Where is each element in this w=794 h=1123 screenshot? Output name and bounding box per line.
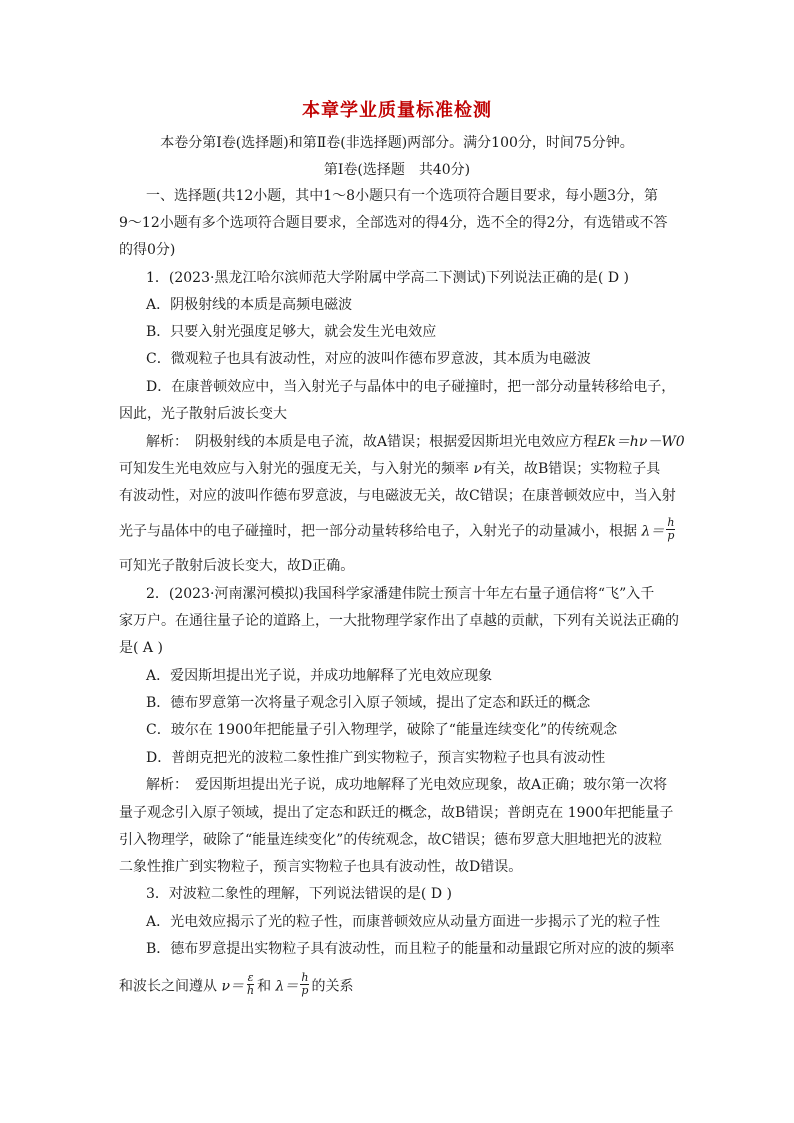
fraction-h-over-p [666,517,675,542]
instructions-line: 一、选择题(共12小题，其中1～8小题只有一个选项符合题目要求，每小题3分，第 [146,188,658,204]
analysis-text: 光子与晶体中的电子碰撞时，把一部分动量转移给电子，入射光子的动量减小，根据 [119,523,637,540]
question-1-analysis-line [146,432,685,452]
fraction-denominator: h [246,984,255,997]
question-2-analysis-line: 二象性推广到实物粒子，预言实物粒子也具有波动性，故D错误。 [119,859,523,875]
analysis-text: 解析： 阴极射线的本质是电子流，故A错误；根据爱因斯坦光电效应方程 [146,434,598,450]
instructions-line: 的得0分) [119,242,176,258]
question-2-stem: 2．(2023·河南漯河模拟)我国科学家潘建伟院士预言十年左右量子通信将“飞”入千 [146,586,655,602]
question-1-option-b: B．只要入射光强度足够大，就会发生光电效应 [146,324,437,340]
question-1-stem: 1．(2023·黑龙江哈尔滨师范大学附属中学高二下测试)下列说法正确的是( D ) [146,270,629,286]
fraction-numerator: h [667,516,675,529]
fraction-denominator: p [301,984,309,997]
question-2-option-d: D．普朗克把光的波粒二象性推广到实物粒子，预言实物粒子也具有波动性 [146,750,606,766]
fraction-epsilon-over-h [246,972,255,997]
question-1-option-a: A．阴极射线的本质是高频电磁波 [146,297,353,313]
instructions-line: 9～12小题有多个选项符合题目要求，全部选对的得4分，选不全的得2分，有选错或不答 [119,215,668,231]
photoelectric-equation: Ek＝hν－W0 [597,434,685,450]
question-2-analysis-line: 量子观念引入原子领域，提出了定态和跃迁的概念，故B错误；普朗克在 1900年把能量子 [119,805,674,821]
question-3-stem: 3．对波粒二象性的理解，下列说法错误的是( D ) [146,886,452,902]
fraction-denominator: p [667,529,675,542]
section-header: 第Ⅰ卷(选择题 共40分) [323,162,471,178]
fraction-numerator: ε [247,971,254,984]
q3-text: 的关系 [311,978,354,995]
question-1-analysis-line [119,459,660,479]
question-2-analysis-line: 解析： 爱因斯坦提出光子说，成功地解释了光电效应现象，故A正确；玻尔第一次将 [146,777,668,793]
question-2-stem: 是( A ) [119,640,163,656]
question-2-stem: 家万户。在通往量子论的道路上，一大批物理学家作出了卓越的贡献，下列有关说法正确的 [119,613,679,629]
nu-symbol: ν [473,461,482,477]
lambda-equals: λ＝ [275,978,299,995]
question-3-option-a: A．光电效应揭示了光的粒子性，而康普顿效应从动量方面进一步揭示了光的粒子性 [146,914,661,930]
fraction-h-over-p [300,972,309,997]
question-1-analysis-line: 可知光子散射后波长变大，故D正确。 [119,558,355,574]
question-2-analysis-line: 引入物理学，破除了“能量连续变化”的传统观念，故C错误；德布罗意大胆地把光的波粒 [119,832,663,848]
question-1-option-d-cont: 因此，光子散射后波长变大 [119,406,287,422]
q3-text: 和波长之间遵从 [119,978,217,995]
question-1-analysis-line: 有波动性，对应的波叫作德布罗意波，与电磁波无关，故C错误；在康普顿效应中，当入射 [119,488,676,504]
question-2-option-c: C．玻尔在 1900年把能量子引入物理学，破除了“能量连续变化”的传统观念 [146,722,618,738]
analysis-text: 可知发生光电效应与入射光的强度无关，与入射光的频率 [119,461,469,477]
fraction-numerator: h [301,971,309,984]
question-1-analysis-line [119,516,677,544]
question-3-option-b: B．德布罗意提出实物粒子具有波动性，而且粒子的能量和动量跟它所对应的波的频率 [146,941,675,957]
q3-text: 和 [257,978,272,995]
nu-equals: ν＝ [221,978,244,995]
question-2-option-a: A．爱因斯坦提出光子说，并成功地解释了光电效应现象 [146,668,493,684]
question-3-option-b-cont [119,971,354,999]
exam-intro: 本卷分第Ⅰ卷(选择题)和第Ⅱ卷(非选择题)两部分。满分100分，时间75分钟。 [160,135,634,151]
question-1-option-c: C．微观粒子也具有波动性，对应的波叫作德布罗意波，其本质为电磁波 [146,351,591,367]
question-2-option-b: B．德布罗意第一次将量子观念引入原子领域，提出了定态和跃迁的概念 [146,695,591,711]
page-title: 本章学业质量标准检测 [302,100,492,121]
analysis-text: 有关，故B错误；实物粒子具 [481,461,661,477]
lambda-equals: λ＝ [641,523,665,540]
question-1-option-d: D．在康普顿效应中，当入射光子与晶体中的电子碰撞时，把一部分动量转移给电子， [146,379,676,395]
